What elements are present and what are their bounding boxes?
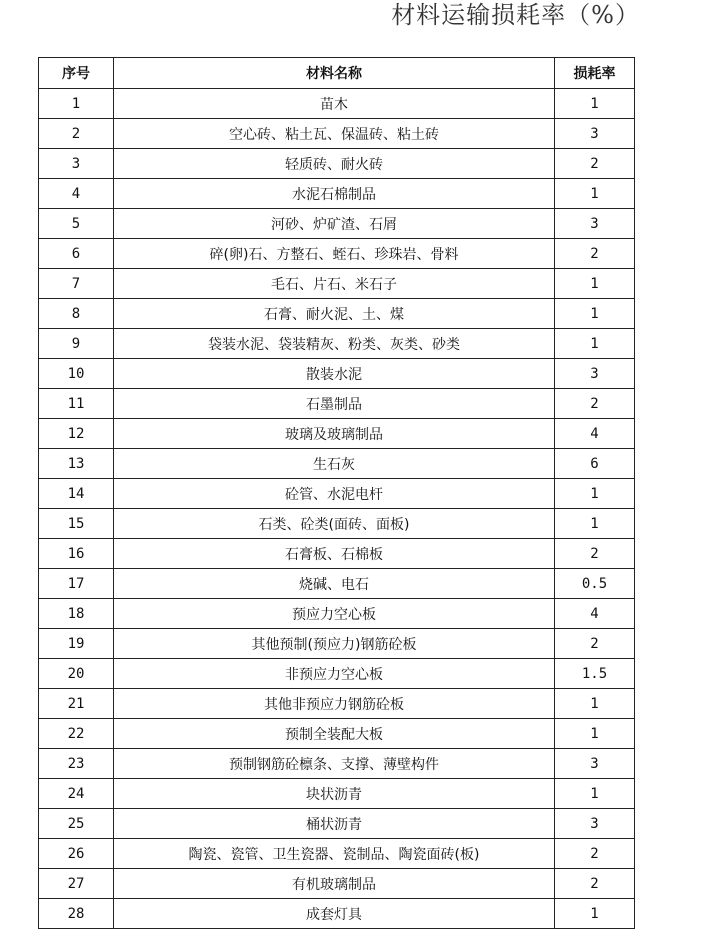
table-row [39,149,635,179]
cell-material-name: 其他预制(预应力)钢筋砼板 [114,629,555,659]
cell-material-name: 桶状沥青 [114,809,555,839]
cell-material-name: 砼管、水泥电杆 [114,479,555,509]
cell-material-name: 预应力空心板 [114,599,555,629]
cell-loss-rate: 0.5 [555,569,635,599]
cell-number: 25 [39,809,114,839]
table-row [39,359,635,389]
cell-number: 7 [39,269,114,299]
cell-loss-rate: 6 [555,449,635,479]
cell-material-name: 苗木 [114,89,555,119]
cell-loss-rate: 1 [555,479,635,509]
cell-material-name: 陶瓷、瓷管、卫生瓷器、瓷制品、陶瓷面砖(板) [114,839,555,869]
cell-loss-rate: 1 [555,899,635,929]
table-row [39,419,635,449]
cell-material-name: 预制钢筋砼檩条、支撑、薄壁构件 [114,749,555,779]
cell-number: 12 [39,419,114,449]
cell-loss-rate: 2 [555,239,635,269]
cell-material-name: 有机玻璃制品 [114,869,555,899]
cell-material-name: 石膏板、石棉板 [114,539,555,569]
cell-material-name: 生石灰 [114,449,555,479]
table-row [39,839,635,869]
cell-loss-rate: 3 [555,359,635,389]
cell-material-name: 其他非预应力钢筋砼板 [114,689,555,719]
cell-material-name: 散装水泥 [114,359,555,389]
table-row [39,389,635,419]
table-header-row [39,58,635,89]
cell-material-name: 碎(卵)石、方整石、蛭石、珍珠岩、骨料 [114,239,555,269]
cell-material-name: 成套灯具 [114,899,555,929]
cell-number: 28 [39,899,114,929]
table-row [39,539,635,569]
table-row [39,179,635,209]
cell-number: 10 [39,359,114,389]
cell-loss-rate: 1 [555,269,635,299]
cell-number: 4 [39,179,114,209]
cell-loss-rate: 1.5 [555,659,635,689]
cell-loss-rate: 3 [555,749,635,779]
table-row [39,869,635,899]
cell-loss-rate: 2 [555,149,635,179]
cell-number: 15 [39,509,114,539]
cell-number: 21 [39,689,114,719]
table-row [39,239,635,269]
cell-number: 27 [39,869,114,899]
cell-number: 22 [39,719,114,749]
cell-loss-rate: 3 [555,809,635,839]
cell-loss-rate: 3 [555,209,635,239]
cell-number: 8 [39,299,114,329]
cell-loss-rate: 2 [555,869,635,899]
table-row [39,779,635,809]
table-row [39,719,635,749]
cell-loss-rate: 2 [555,629,635,659]
cell-number: 18 [39,599,114,629]
cell-number: 3 [39,149,114,179]
cell-number: 13 [39,449,114,479]
table-body [39,89,635,929]
cell-number: 6 [39,239,114,269]
cell-material-name: 石类、砼类(面砖、面板) [114,509,555,539]
cell-number: 1 [39,89,114,119]
table-row [39,209,635,239]
table-row [39,119,635,149]
cell-number: 20 [39,659,114,689]
cell-loss-rate: 1 [555,179,635,209]
table-row [39,89,635,119]
header-material-name: 材料名称 [114,58,555,89]
table-row [39,509,635,539]
cell-loss-rate: 2 [555,839,635,869]
cell-material-name: 烧碱、电石 [114,569,555,599]
cell-material-name: 袋装水泥、袋装精灰、粉类、灰类、砂类 [114,329,555,359]
table-row [39,749,635,779]
cell-material-name: 石墨制品 [114,389,555,419]
table-row [39,299,635,329]
cell-loss-rate: 1 [555,779,635,809]
cell-number: 14 [39,479,114,509]
table-row [39,269,635,299]
page-title: 材料运输损耗率（%） [391,1,640,29]
table-row [39,479,635,509]
table-row [39,569,635,599]
cell-material-name: 空心砖、粘土瓦、保温砖、粘土砖 [114,119,555,149]
cell-material-name: 非预应力空心板 [114,659,555,689]
cell-loss-rate: 1 [555,299,635,329]
cell-number: 16 [39,539,114,569]
cell-number: 24 [39,779,114,809]
cell-loss-rate: 1 [555,89,635,119]
cell-material-name: 块状沥青 [114,779,555,809]
table-row [39,329,635,359]
cell-number: 5 [39,209,114,239]
cell-number: 11 [39,389,114,419]
table-row [39,629,635,659]
cell-material-name: 预制全装配大板 [114,719,555,749]
cell-number: 23 [39,749,114,779]
header-loss-rate: 损耗率 [555,58,635,89]
cell-material-name: 毛石、片石、米石子 [114,269,555,299]
table-row [39,689,635,719]
cell-loss-rate: 1 [555,329,635,359]
cell-material-name: 玻璃及玻璃制品 [114,419,555,449]
table-row [39,599,635,629]
loss-rate-table [38,57,635,929]
table-row [39,899,635,929]
cell-loss-rate: 1 [555,719,635,749]
table-row [39,659,635,689]
cell-number: 17 [39,569,114,599]
cell-number: 9 [39,329,114,359]
cell-loss-rate: 3 [555,119,635,149]
cell-number: 26 [39,839,114,869]
cell-number: 2 [39,119,114,149]
cell-number: 19 [39,629,114,659]
cell-loss-rate: 1 [555,509,635,539]
cell-material-name: 轻质砖、耐火砖 [114,149,555,179]
table-row [39,809,635,839]
cell-material-name: 河砂、炉矿渣、石屑 [114,209,555,239]
cell-loss-rate: 1 [555,689,635,719]
cell-loss-rate: 2 [555,539,635,569]
cell-loss-rate: 2 [555,389,635,419]
table-row [39,449,635,479]
header-number: 序号 [39,58,114,89]
cell-material-name: 水泥石棉制品 [114,179,555,209]
cell-material-name: 石膏、耐火泥、土、煤 [114,299,555,329]
cell-loss-rate: 4 [555,419,635,449]
cell-loss-rate: 4 [555,599,635,629]
